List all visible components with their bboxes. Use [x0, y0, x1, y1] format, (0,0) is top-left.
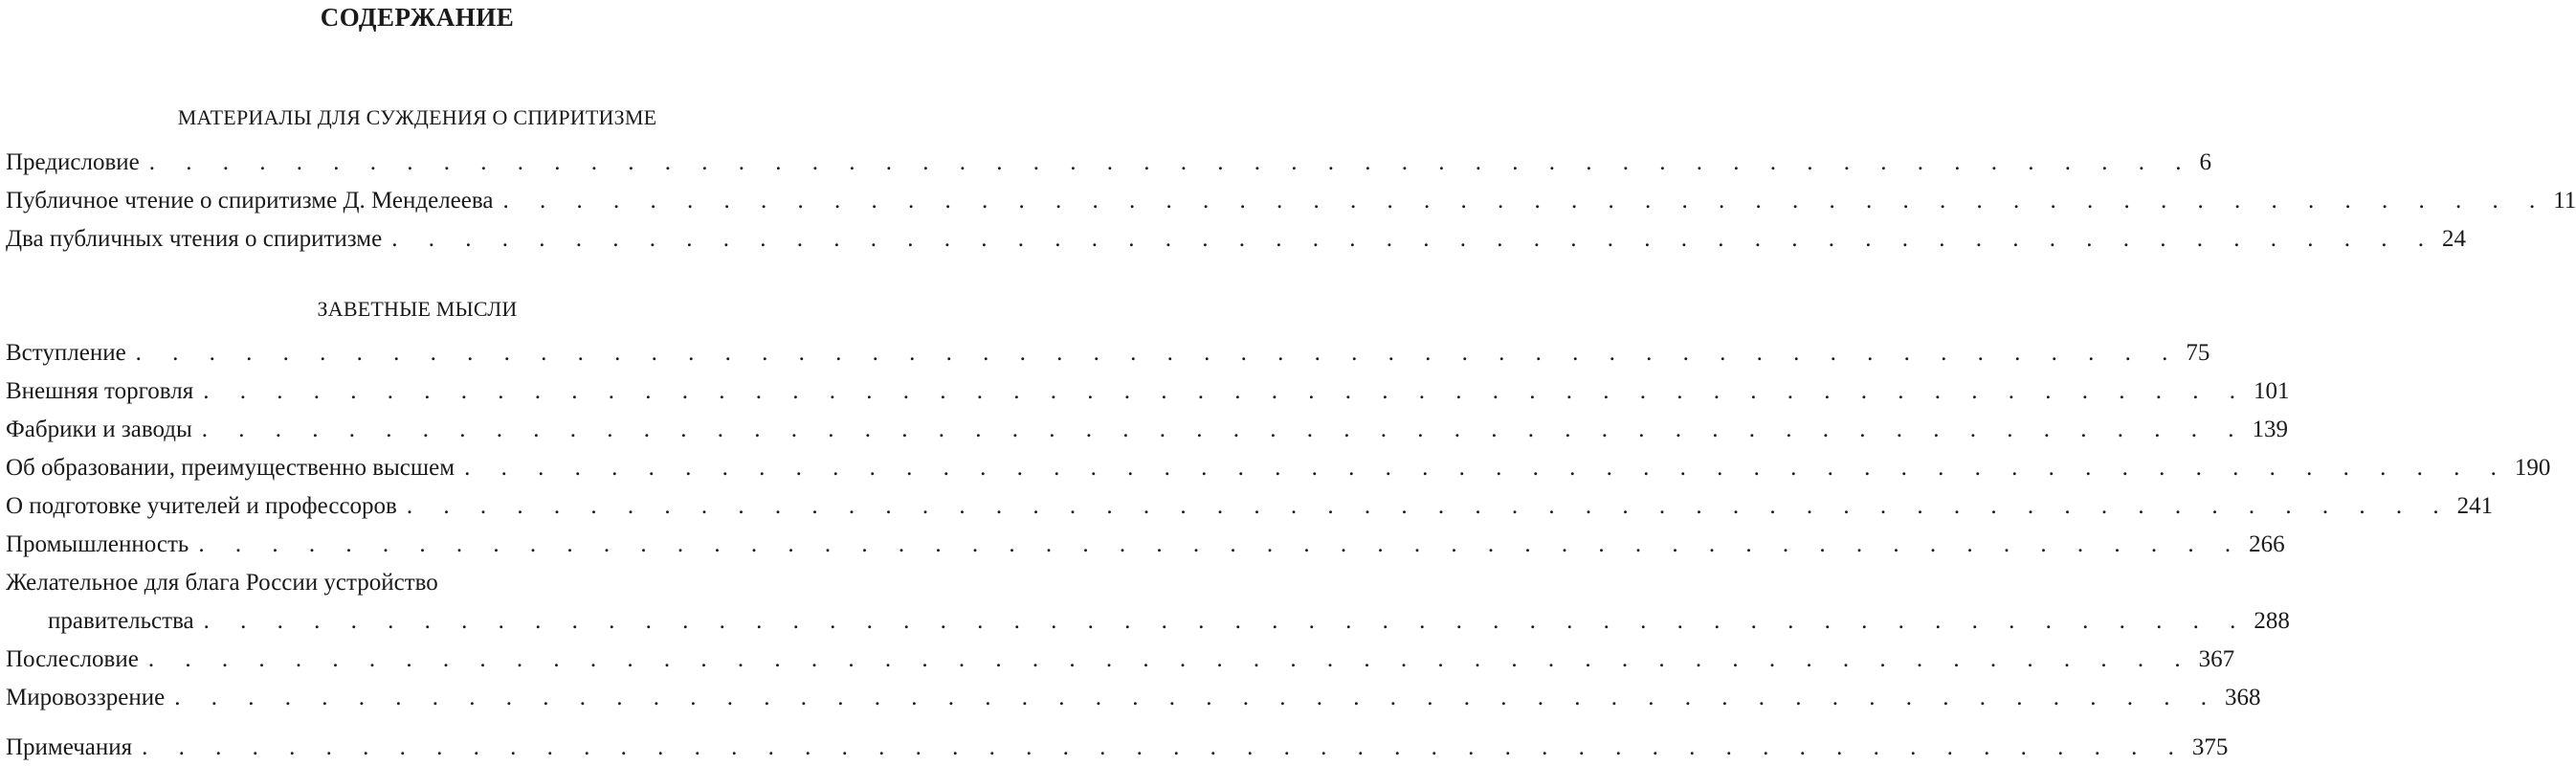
dot-leader: . . . . . . . . . . . . . . . . . . . . . . . . . . . . . . . . . . . . . . . . . . . . . . . . . . . . . . . . — [142, 734, 2187, 760]
toc-entry-factories[interactable] — [6, 413, 2289, 447]
toc-entry-title: Внешняя торговля — [6, 378, 194, 404]
toc-entry-government-line1[interactable]: Желательное для блага России устройство — [6, 570, 438, 596]
dot-leader: . . . . . . . . . . . . . . . . . . . . . . . . . . . . . . . . . . . . . . . . . . . . . . . . . . . . . . . . — [147, 646, 2193, 672]
toc-entry-public-reading[interactable] — [6, 184, 2576, 218]
toc-entry-worldview[interactable] — [6, 681, 2261, 715]
toc-page-number: 101 — [2253, 378, 2290, 404]
toc-entry-teachers[interactable] — [6, 489, 2494, 524]
toc-entry-title: Примечания — [6, 734, 133, 760]
toc-page-number: 11 — [2553, 188, 2576, 214]
toc-entry-title: О подготовке учителей и профессоров — [6, 493, 397, 519]
toc-page-number: 190 — [2514, 455, 2551, 481]
toc-entry-preface[interactable] — [6, 146, 2212, 180]
toc-entry-title: Публичное чтение о спиритизме Д. Менделеева — [6, 188, 494, 214]
toc-entry-title: Фабрики и заводы — [6, 417, 192, 442]
toc-entry-title: Вступление — [6, 340, 126, 366]
dot-leader: . . . . . . . . . . . . . . . . . . . . . . . . . . . . . . . . . . . . . . . . . . . . . . . . . . . . . . . . — [201, 417, 2247, 442]
section-heading-cherished-thoughts: ЗАВЕТНЫЕ МЫСЛИ — [317, 297, 518, 321]
toc-entry-title: Послесловие — [6, 646, 139, 672]
toc-page-number: 288 — [2254, 608, 2290, 634]
toc-page-number: 241 — [2456, 493, 2494, 519]
toc-entry-title: Промышленность — [6, 531, 189, 557]
dot-leader: . . . . . . . . . . . . . . . . . . . . . . . . . . . . . . . . . . . . . . . . . . . . . . . . . . . . . . . . — [198, 531, 2244, 557]
toc-page-number: 24 — [2441, 226, 2466, 252]
toc-entry-government[interactable] — [48, 604, 2290, 639]
page-title: СОДЕРЖАНИЕ — [320, 3, 515, 32]
toc-entry-afterword[interactable] — [6, 642, 2235, 677]
toc-entry-title: Два публичных чтения о спиритизме — [6, 226, 383, 252]
dot-leader: . . . . . . . . . . . . . . . . . . . . . . . . . . . . . . . . . . . . . . . . . . . . . . . . . . . . . . . . — [203, 378, 2248, 404]
toc-entry-title: Предисловие — [6, 149, 140, 175]
dot-leader: . . . . . . . . . . . . . . . . . . . . . . . . . . . . . . . . . . . . . . . . . . . . . . . . . . . . . . . . — [391, 226, 2436, 252]
toc-entry-introduction[interactable] — [6, 336, 2210, 371]
toc-page-number: 367 — [2198, 646, 2235, 672]
toc-entry-industry[interactable] — [6, 528, 2285, 562]
toc-page-number: 375 — [2191, 734, 2229, 760]
toc-entry-foreign-trade[interactable] — [6, 374, 2290, 409]
toc-entry-two-readings[interactable] — [6, 222, 2466, 257]
toc-page-number: 75 — [2186, 340, 2210, 366]
toc-entry-title: правительства — [48, 608, 194, 634]
dot-leader: . . . . . . . . . . . . . . . . . . . . . . . . . . . . . . . . . . . . . . . . . . . . . . . . . . . . . . . . — [203, 608, 2249, 634]
dot-leader: . . . . . . . . . . . . . . . . . . . . . . . . . . . . . . . . . . . . . . . . . . . . . . . . . . . . . . . . — [174, 685, 2219, 710]
toc-page-number: 368 — [2225, 685, 2261, 710]
dot-leader: . . . . . . . . . . . . . . . . . . . . . . . . . . . . . . . . . . . . . . . . . . . . . . . . . . . . . . . . — [502, 188, 2548, 214]
toc-entry-title: Мировоззрение — [6, 685, 166, 710]
toc-entry-education[interactable] — [6, 451, 2551, 485]
dot-leader: . . . . . . . . . . . . . . . . . . . . . . . . . . . . . . . . . . . . . . . . . . . . . . . . . . . . . . . . — [148, 149, 2194, 175]
toc-entry-title: Об образовании, преимущественно высшем — [6, 455, 455, 481]
toc-page-number: 139 — [2252, 417, 2289, 442]
dot-leader: . . . . . . . . . . . . . . . . . . . . . . . . . . . . . . . . . . . . . . . . . . . . . . . . . . . . . . . . — [135, 340, 2181, 366]
dot-leader: . . . . . . . . . . . . . . . . . . . . . . . . . . . . . . . . . . . . . . . . . . . . . . . . . . . . . . . . — [464, 455, 2509, 481]
section-heading-spiritism: МАТЕРИАЛЫ ДЛЯ СУЖДЕНИЯ О СПИРИТИЗМЕ — [177, 105, 657, 129]
toc-page-number: 266 — [2249, 531, 2285, 557]
toc-page-number: 6 — [2199, 149, 2212, 175]
dot-leader: . . . . . . . . . . . . . . . . . . . . . . . . . . . . . . . . . . . . . . . . . . . . . . . . . . . . . . . . — [406, 493, 2452, 519]
toc-entry-notes[interactable] — [6, 731, 2229, 765]
